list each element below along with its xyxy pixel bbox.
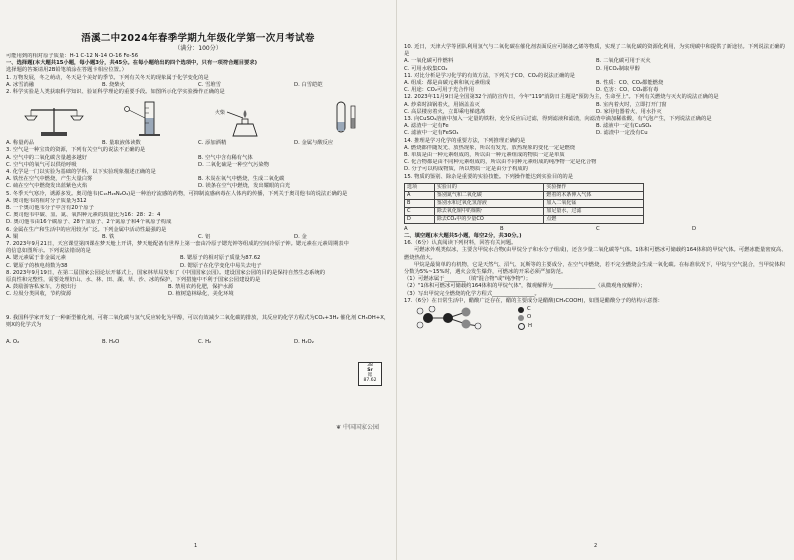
table-row (405, 207, 644, 215)
option: A. 组成：都是由碳元素和氧元素组成 (404, 80, 491, 87)
page-right (404, 6, 788, 554)
table-cell: C (405, 207, 435, 215)
option: C. 滤液中一定有FeSO₄ (404, 130, 459, 137)
graduated-cylinder-figure (115, 100, 185, 138)
element-mass: 87.62 (363, 378, 377, 383)
option: C. 化合物都是由不同种元素组成的，所以由不同种元素组成的纯净物一定是化合物 (404, 159, 597, 166)
question-2: 2. 科学实验是人类获取科学知识、验证科学理论的重要手段。如图所示化学实验操作正确的是 (6, 89, 225, 96)
option: A. 一氧化碳可作燃料 (404, 58, 454, 65)
option: A. 炒菜时油锅着火，用锅盖盖灭 (404, 101, 480, 108)
question-12-options (404, 102, 788, 116)
question-4-options (6, 176, 390, 190)
question-12: 12. 2023年11月9日是全国第32个消防宣传日，今年"119"消防日主题是"预防为主，生命至上"。下列有关燃烧与灭火的说法正确的是 (404, 94, 719, 101)
option: B. 一个奥司他韦分子中含有20个原子 (6, 205, 94, 212)
option: B. H₂O (102, 339, 120, 346)
option: C. 雪堆雪 (198, 81, 221, 88)
table-cell: 加入二氧化锰 (544, 199, 644, 207)
option: C. H₂ (198, 339, 212, 346)
table-cell: A (405, 191, 435, 199)
question-16-material-2: 甲烷是最简单的有机物，它是天然气、沼气、瓦斯等的主要成分，在空气中燃烧，若不完全燃烧会生成一氧化碳。在标准状况下，甲烷与空气混合，当甲烷体积分数为5%~15%时，遇火会发生爆炸，可燃冰的开采必须严加防范。 (404, 261, 785, 276)
question-16-part-3: （3）写出甲烷完全燃烧的化学方程式________________。 (404, 290, 540, 297)
element-symbol: Sr (367, 368, 373, 373)
molecule-model-icon (414, 306, 504, 330)
option: B. 滤液中一定有CuSO₄ (596, 123, 652, 130)
hydrogen-atom-icon (518, 323, 525, 330)
option: B. 性质：CO、CO₂都能燃烧 (596, 80, 664, 87)
question-9-options (6, 339, 390, 346)
table-header: 选项 (405, 183, 435, 191)
option: C. 高层楼房着火，立即乘电梯逃离 (404, 108, 486, 115)
option: D (692, 225, 697, 232)
question-2-figures (6, 98, 390, 138)
question-13: 13. 向CuSO₄溶液中加入一定量的铁粉，充分反应后过滤，得到滤液和滤渣，向滤渣中滴加稀盐酸，有气泡产生，下列说法正确的是 (404, 116, 712, 123)
option: A. 空气中的二氧化碳含量越多越好 (6, 154, 88, 161)
table-cell: D (405, 215, 435, 223)
option: D. 家用电器着火，用水扑灭 (596, 108, 662, 115)
section2-title: 二、填空题(本大题共5小题，每空2分，共30分。) (404, 233, 522, 240)
option: A. 称量药品 (6, 140, 35, 147)
option: D. 金 (294, 233, 307, 240)
option: A. 滤渣中一定有Fe (404, 123, 449, 130)
option: B. 烧柴火 (102, 81, 125, 88)
option: D. 危害：CO、CO₂都有毒 (596, 87, 659, 94)
legend-label: O (527, 314, 532, 321)
option: B. 室内着火时，立即打开门窗 (596, 101, 667, 108)
table-cell: B (405, 199, 435, 207)
exam-score: （满分：100分） (174, 45, 222, 52)
page-left (6, 6, 390, 554)
fig-match-label: 火柴 (215, 110, 226, 117)
table-header: 实验目的 (434, 183, 544, 191)
table-row (405, 215, 644, 223)
question-7: 7. 2023年9月21日，天宫课堂第四课在梦天舱上开讲，梦天舱配备有世界上第一套由冷原子锶光钟等组成的空间冷原子钟。锶元素在元素周期表中的信息如图所示。下列说法错误的是 (6, 241, 349, 255)
option: D. 金属与酸反应 (294, 140, 334, 147)
table-cell: 鉴别水和过氧化氢溶液 (434, 199, 544, 207)
legend-item (518, 306, 532, 313)
option: D. 二氧化硫是一种空气污染物 (198, 161, 270, 168)
question-1-options (6, 82, 390, 89)
national-park-logo (336, 424, 379, 431)
table-row (405, 199, 644, 207)
page-number: 2 (594, 542, 598, 549)
acetic-acid-molecule-figure (414, 305, 788, 331)
element-number: 38 (367, 363, 373, 368)
option: D. 奥司他韦由16个碳原子、28个氢原子、2个氮原子和4个氧原子构成 (6, 219, 172, 226)
atom-legend (518, 306, 532, 330)
question-15: 15. 物质的鉴别、除杂是重要的实验技能。下列操作能达到实验目的的是 (404, 173, 574, 180)
legend-item (518, 323, 532, 330)
question-3: 3. 空气是一种宝贵的资源，下列有关空气的说法不正确的是 (6, 147, 146, 154)
legend-label: H (528, 322, 532, 329)
balance-scale-figure (19, 100, 89, 138)
legend-label: C (527, 306, 531, 313)
option: D. 白雪皑皑 (294, 81, 323, 88)
option: C. 铝 (198, 233, 211, 240)
question-13-options (404, 123, 788, 137)
option: B. 木炭在氧气中燃烧，生成二氧化碳 (198, 176, 285, 183)
option: C. 添加酒精 (198, 140, 227, 147)
question-11-options (404, 80, 788, 94)
question-1: 1. 万物发展，冬之萌动，冬天是个美好的季节。下列有关冬天的现象属于化学变化的是 (6, 74, 209, 81)
option: D. 镁条在空气中燃烧，发出耀眼的白光 (198, 183, 291, 190)
section1-note: 选择题的答案请用2B铅笔填涂在答题卡相应位置。） (6, 67, 127, 74)
table-cell: 鉴别氮气和二氧化碳 (434, 191, 544, 199)
option: A. 冰雪消融 (6, 81, 35, 88)
option: D. 分子可以构成物质，所以物质一定是由分子构成的 (404, 166, 528, 173)
option: C. 锶原子的核电荷数为38 (6, 262, 68, 269)
question-16-material-1: 可燃冰外观类似冰，主要含甲烷水合物(由甲烷分子和水分子组成)，还含少量二氧化碳等气体。1体积可燃冰可储载约164体积的甲烷气体。可燃冰能量密度高、燃烧热值大。 (404, 247, 787, 261)
section1-title: 一、选择题(本大题共15小题，每小题3分，共45分。在每小题给出的四个选项中，只有一项符合题目要求) (6, 60, 258, 67)
test-tube-figure (307, 100, 377, 138)
carbon-atom-icon (518, 307, 524, 313)
question-15-options (404, 226, 788, 233)
option: C (596, 225, 600, 232)
question-10-options (404, 58, 788, 72)
option: D. 滤渣中一定没有Cu (596, 130, 648, 137)
option: B. 单质是由一种元素组成的，所以由一种元素组成的物质一定是单质 (404, 152, 565, 159)
option: A. 鼓励游客私家车，方便出行 (6, 284, 77, 291)
option: C. 可用水收集CO₂ (404, 65, 448, 72)
question-7-options (6, 255, 390, 269)
table-cell: 除去CO₂中的少量CO (434, 215, 544, 223)
question-5: 5. 冬季天气寒冷，诱源多发。奥司他韦(C₁₆H₂₈N₂O₄)是一种治疗流感的药物，可抑制流感病毒在人体内的传播，下列关于奥司他韦的说法正确的是 (6, 190, 348, 197)
table-cell: 燃着的木条伸入气体 (544, 191, 644, 199)
table-header-row (405, 183, 644, 191)
option: A. O₂ (6, 339, 20, 346)
table-header: 实验操作 (544, 183, 644, 191)
option: D. 锶原子在化学变化中易失去电子 (180, 262, 262, 269)
question-11: 11. 对比分析是学习化学的有效方法，下列关于CO、CO₂的说法正确的是 (404, 72, 575, 79)
logo-text: 中国国家公园 (342, 424, 379, 431)
legend-item (518, 314, 532, 321)
question-8-options (6, 284, 390, 298)
option: C. 奥司他韦中碳、氢、氮、氧四种元素的质量比为16：28：2：4 (6, 212, 161, 219)
element-name: 锶 (367, 373, 373, 378)
question-9: 9. 我国科学家开发了一种新型催化剂，可将二氧化碳与氢气反应转化为甲醇，可以有效减少二氧化碳的排放，其反应的化学方程式为CO₂+3H₂ 催化剂 CH₃OH+X，则X的化学式为 (6, 314, 390, 328)
question-16-part-2: （2）"1体积可燃冰可储载约164体积的甲烷气体"，微观解释为________________（从微观角度解释）； (404, 283, 646, 290)
experiment-table (404, 183, 644, 224)
option: B. 锶原子的相对原子质量为87.62 (180, 255, 261, 262)
question-17: 17.（6分）在日常生活中，醋酸广泛存在，醋的主要成分是醋酸(CH₃COOH)，如图是醋酸分子的结构示意图： (404, 297, 663, 304)
question-6: 6. 金属在生产和生活中的应用较为广泛。下列金属中活动性最强的是 (6, 226, 167, 233)
option: B (500, 225, 504, 232)
question-8: 8. 2023年9月19日，在第二届国家公园论坛开幕式上，国家林草局发布了《中国国家公园》。建设国家公园的目的是保持自然生态系统的原真性和完整性，需要处理好山、水、林、田、湖、草、沙、冰的保护，下列措施中不利于国家公园建设的是 (6, 269, 326, 284)
option: C. 用途：CO₂可用于光合作用 (404, 87, 475, 94)
question-10: 10. 近日，天津大学等团队利用氢气与二氧化碳在催化剂表面反应可制备乙烯等物质，实现了二氧化碳的资源化利用，为实现碳中和提供了新途径。下列说法正确的是 (404, 44, 785, 58)
option: B. 二氧化碳可用于灭火 (596, 58, 651, 65)
question-4: 4. 化学是一门以实验为基础的学科，以下实验现象描述正确的是 (6, 169, 156, 176)
oxygen-atom-icon (518, 315, 524, 321)
option: C. 空气中的氧气可以供给呼吸 (6, 161, 77, 168)
option: A (404, 225, 408, 232)
page-number: 1 (194, 542, 198, 549)
option: C. 硫在空气中燃烧发出蓝紫色火焰 (6, 183, 88, 190)
question-14: 14. 推理是学习化学的重要方法，下列推理正确的是 (404, 137, 526, 144)
option: A. 铜 (6, 233, 19, 240)
option: A. 奥司他韦的相对分子质量为312 (6, 197, 87, 204)
logo-icon: ❦ (336, 424, 342, 431)
question-16-part-1: （1）可燃冰属于________（填"混合物"或"纯净物"）； (404, 276, 531, 283)
alcohol-lamp-figure (211, 100, 281, 138)
option: D. H₂O₂ (294, 339, 314, 346)
table-row (405, 191, 644, 199)
option: A. 铁丝在空气中燃烧，产生大量白雾 (6, 176, 93, 183)
question-16: 16.（6分）认真阅读下列材料，回答有关问题。 (404, 240, 517, 247)
option: D. 植树造林绿化，美化环境 (168, 291, 234, 298)
atomic-masses: 可能用到的相对原子质量：H-1 C-12 N-14 O-16 Fe-56 (6, 53, 139, 59)
option: A. 锶元素属于非金属元素 (6, 255, 66, 262)
option: A. 燃烧都伴随发光、放热现象，所以有发光、放热现象的变化一定是燃烧 (404, 144, 576, 151)
option: C. 垃圾分类回收，节约资源 (6, 291, 72, 298)
option: B. 量取液体读数 (102, 140, 141, 147)
option: B. 空气中含有稀有气体 (198, 154, 253, 161)
question-6-options (6, 234, 390, 241)
exam-title: 浯溪二中2024年春季学期九年级化学第一次月考试卷 (81, 33, 315, 44)
strontium-element-cell (358, 362, 382, 386)
option: B. 禁用农药化肥，保护水源 (168, 284, 234, 291)
option: B. 铁 (102, 233, 115, 240)
table-cell: 加足量水，过滤 (544, 207, 644, 215)
table-cell: 点燃 (544, 215, 644, 223)
page-divider (396, 0, 397, 560)
table-cell: 除去氧化铜中的铜粉 (434, 207, 544, 215)
question-3-options (6, 155, 390, 169)
option: D. 用CO₂制取甲醇 (596, 65, 640, 72)
